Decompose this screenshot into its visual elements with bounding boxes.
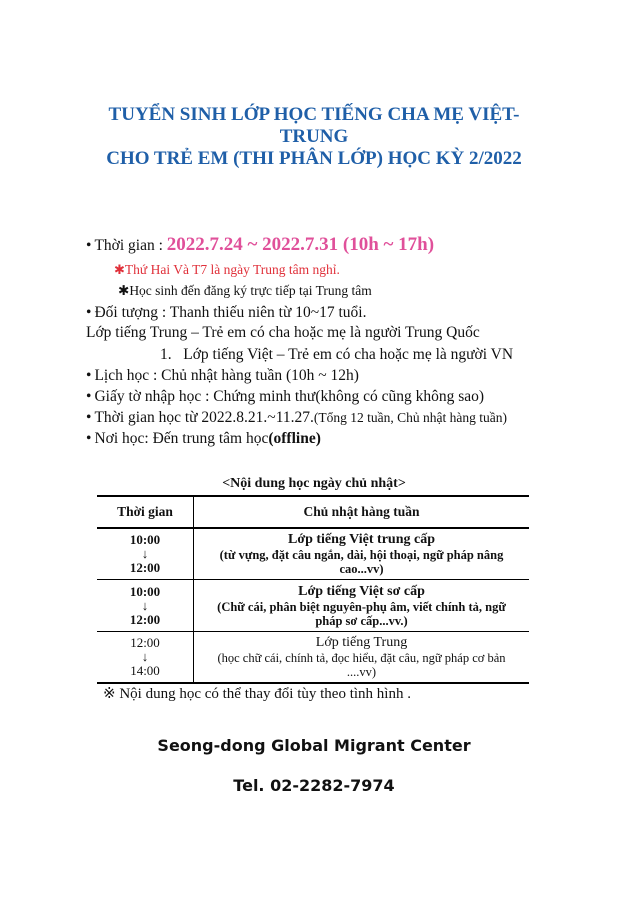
change-note: ※ Nội dung học có thể thay đổi tùy theo tình hình . — [103, 686, 411, 702]
bullet-icon: • — [86, 367, 92, 384]
row-time — [97, 580, 194, 632]
start-time: 10:00 — [129, 583, 161, 599]
period-small: (Tổng 12 tuần, Chủ nhật hàng tuần) — [313, 410, 507, 425]
asterisk-icon: ✱ — [118, 283, 130, 298]
documents-text: Giấy tờ nhập học : Chứng minh thư(không có cũng không sao) — [94, 388, 485, 405]
bullet-icon: • — [86, 304, 92, 321]
table-caption: <Nội dung học ngày chủ nhật> — [222, 476, 406, 491]
course-desc: (học chữ cái, chính tả, đọc hiểu, đặt câu, ngữ pháp cơ bản ....vv) — [217, 651, 506, 679]
course-title: Lớp tiếng Việt trung cấp — [288, 532, 435, 547]
register-note-text: Học sinh đến đăng ký trực tiếp tại Trung tâm — [129, 283, 372, 298]
arrow-down-icon: ↓ — [141, 597, 149, 613]
target-text: Đối tượng : Thanh thiếu niên từ 10~17 tuổi. — [94, 304, 367, 321]
course-title: Lớp tiếng Việt sơ cấp — [298, 583, 425, 599]
class-viet-line — [160, 346, 513, 364]
class-viet-number: 1. — [160, 346, 172, 363]
schedule-line — [86, 367, 359, 385]
end-time: 12:00 — [129, 611, 161, 627]
title-line-2: TRUNG — [279, 126, 349, 147]
place-bold: (offline) — [268, 430, 321, 447]
course-title: Lớp tiếng Trung — [315, 635, 408, 650]
start-time: 12:00 — [130, 635, 160, 650]
page-title — [70, 104, 558, 170]
row-time — [97, 632, 194, 684]
place-main: Nơi học: Đến trung tâm học — [94, 430, 269, 447]
asterisk-icon: ✱ — [114, 262, 125, 277]
telephone: Tel. 02-2282-7974 — [233, 776, 395, 795]
arrow-down-icon: ↓ — [141, 649, 149, 664]
table-header-row — [97, 496, 529, 528]
row-content — [194, 528, 530, 580]
table-row — [97, 580, 529, 632]
end-time: 12:00 — [129, 560, 161, 575]
title-line-3: CHO TRẺ EM (THI PHÂN LỚP) HỌC KỲ 2/2022 — [106, 148, 522, 169]
schedule-text: Lịch học : Chủ nhật hàng tuần (10h ~ 12h) — [94, 367, 359, 384]
table-row — [97, 528, 529, 580]
class-viet-text: Lớp tiếng Việt – Trẻ em có cha hoặc mẹ là người VN — [183, 346, 514, 363]
row-content — [194, 580, 530, 632]
schedule-table — [97, 495, 529, 684]
period-line — [86, 409, 507, 427]
time-label: Thời gian : — [94, 237, 167, 254]
header-time: Thời gian — [97, 496, 194, 528]
center-name: Seong-dong Global Migrant Center — [157, 736, 471, 755]
class-chinese-line: Lớp tiếng Trung – Trẻ em có cha hoặc mẹ là người Trung Quốc — [86, 324, 480, 341]
time-line — [86, 234, 434, 256]
closed-note — [114, 262, 340, 278]
header-sunday: Chủ nhật hàng tuần — [194, 496, 530, 528]
documents-line — [86, 388, 484, 406]
bullet-icon: • — [86, 430, 92, 447]
bullet-icon: • — [86, 388, 92, 405]
bullet-icon: • — [86, 237, 92, 254]
start-time: 10:00 — [129, 532, 161, 547]
row-time — [97, 528, 194, 580]
bullet-icon: • — [86, 409, 92, 426]
register-note — [118, 283, 372, 299]
arrow-down-icon: ↓ — [141, 546, 149, 561]
place-line — [86, 430, 321, 448]
closed-note-text: Thứ Hai Và T7 là ngày Trung tâm nghỉ. — [124, 262, 340, 277]
target-line — [86, 304, 366, 322]
table-row — [97, 632, 529, 684]
course-desc: (Chữ cái, phân biệt nguyên-phụ âm, viết chính tả, ngữ pháp sơ cấp...vv.) — [217, 599, 506, 628]
course-desc: (từ vựng, đặt câu ngắn, dài, hội thoại, ngữ pháp nâng cao...vv) — [219, 548, 504, 576]
title-line-1: TUYỂN SINH LỚP HỌC TIẾNG CHA MẸ VIỆT- — [108, 104, 520, 125]
row-content — [194, 632, 530, 684]
period-main: Thời gian học từ 2022.8.21.~11.27. — [94, 409, 314, 426]
end-time: 14:00 — [130, 663, 160, 678]
time-value: 2022.7.24 ~ 2022.7.31 (10h ~ 17h) — [166, 234, 435, 255]
